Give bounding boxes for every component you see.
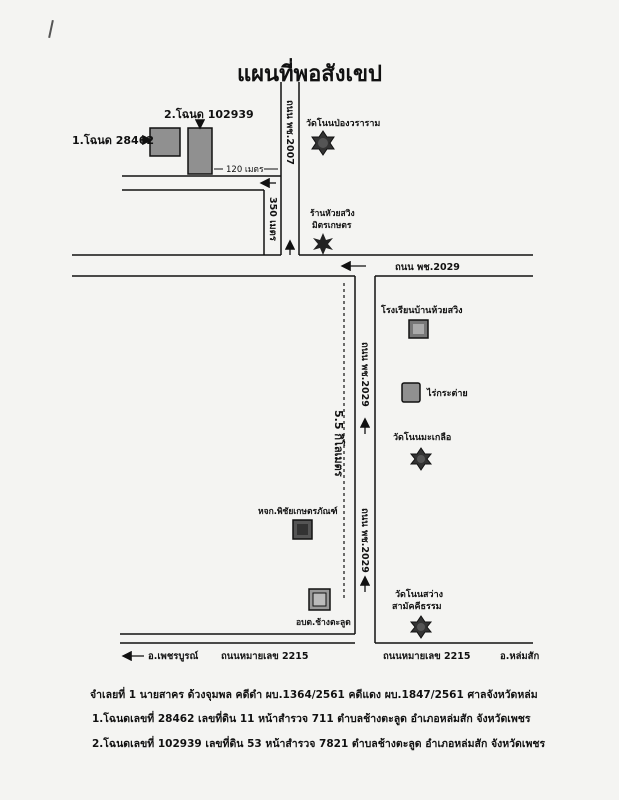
plot-102939 — [188, 128, 212, 174]
temple3-label-2: สามัคคีธรรม — [392, 602, 442, 612]
road-2029-v2-label: ถนน พช.2029 — [359, 508, 370, 573]
deed-line-1: 1.โฉนดเลขที่ 28462 เลขที่ดิน 11 หน้าสำรวจ 711 ตำบลช้างตะลูด อำเภอหล่มสัก จังหวัดเพชร — [92, 713, 531, 725]
company-label: หจก.พิชัยเกษตรภัณฑ์ — [258, 507, 338, 517]
dist120-label: 120 เมตร — [226, 165, 264, 175]
case-line: จำเลยที่ 1 นายสาคร ด้วงจุมพล คดีดำ ผบ.1364/2561 คดีแดง ผบ.1847/2561 ศาลจังหวัดหล่ม — [90, 689, 538, 701]
building-icon-inner — [413, 324, 424, 334]
company-building-inner — [297, 524, 308, 535]
road-2007-label: ถนน พช.2007 — [284, 100, 295, 165]
shop-star-icon — [313, 233, 333, 255]
dist55-label: 5.5 กิโลเมตร — [332, 410, 345, 477]
deed-line-2: 2.โฉนดเลขที่ 102939 เลขที่ดิน 53 หน้าสำรวจ 7821 ตำบลช้างตะลูด อำเภอหล่มสัก จังหวัดเพชร — [92, 738, 546, 750]
farm-label: ไร่กระต่าย — [427, 389, 468, 399]
shop-label-2: มิตรเกษตร — [312, 221, 352, 231]
plot2-label: 2.โฉนด 102939 — [164, 108, 254, 121]
temple2-label: วัดโนนมะเกลือ — [393, 433, 452, 443]
school-label: โรงเรียนบ้านห้วยสวิง — [381, 306, 463, 316]
temple1-label: วัดโนนป่องวราราม — [306, 119, 381, 129]
temple-icon — [411, 616, 431, 638]
road-2029-v1-label: ถนน พช.2029 — [359, 342, 370, 407]
temple-icon — [312, 131, 334, 155]
road-2029-h-label: ถนน พช.2029 — [395, 262, 460, 273]
plot1-label: 1.โฉนด 28462 — [72, 134, 154, 147]
temple-icon — [411, 448, 431, 470]
plot-28462 — [150, 128, 180, 156]
page-title: แผนที่พอสังเขป — [236, 62, 383, 87]
shop-label: ร้านหัวยสวิง — [310, 209, 355, 219]
temple3-label: วัดโนนสว่าง — [395, 590, 444, 600]
dist350-label: 350 เมตร — [267, 197, 278, 241]
dir-left-label: อ.เพชรบูรณ์ — [148, 651, 199, 662]
sao-label: อบต.ช้างตะลูด — [296, 618, 351, 628]
dir-right-label: อ.หล่มสัก — [500, 651, 540, 662]
hw-left-label: ถนนหมายเลข 2215 — [221, 651, 309, 662]
hw-right-label: ถนนหมายเลข 2215 — [383, 651, 471, 662]
sao-building-inner — [313, 593, 326, 606]
farm-icon — [402, 383, 420, 402]
